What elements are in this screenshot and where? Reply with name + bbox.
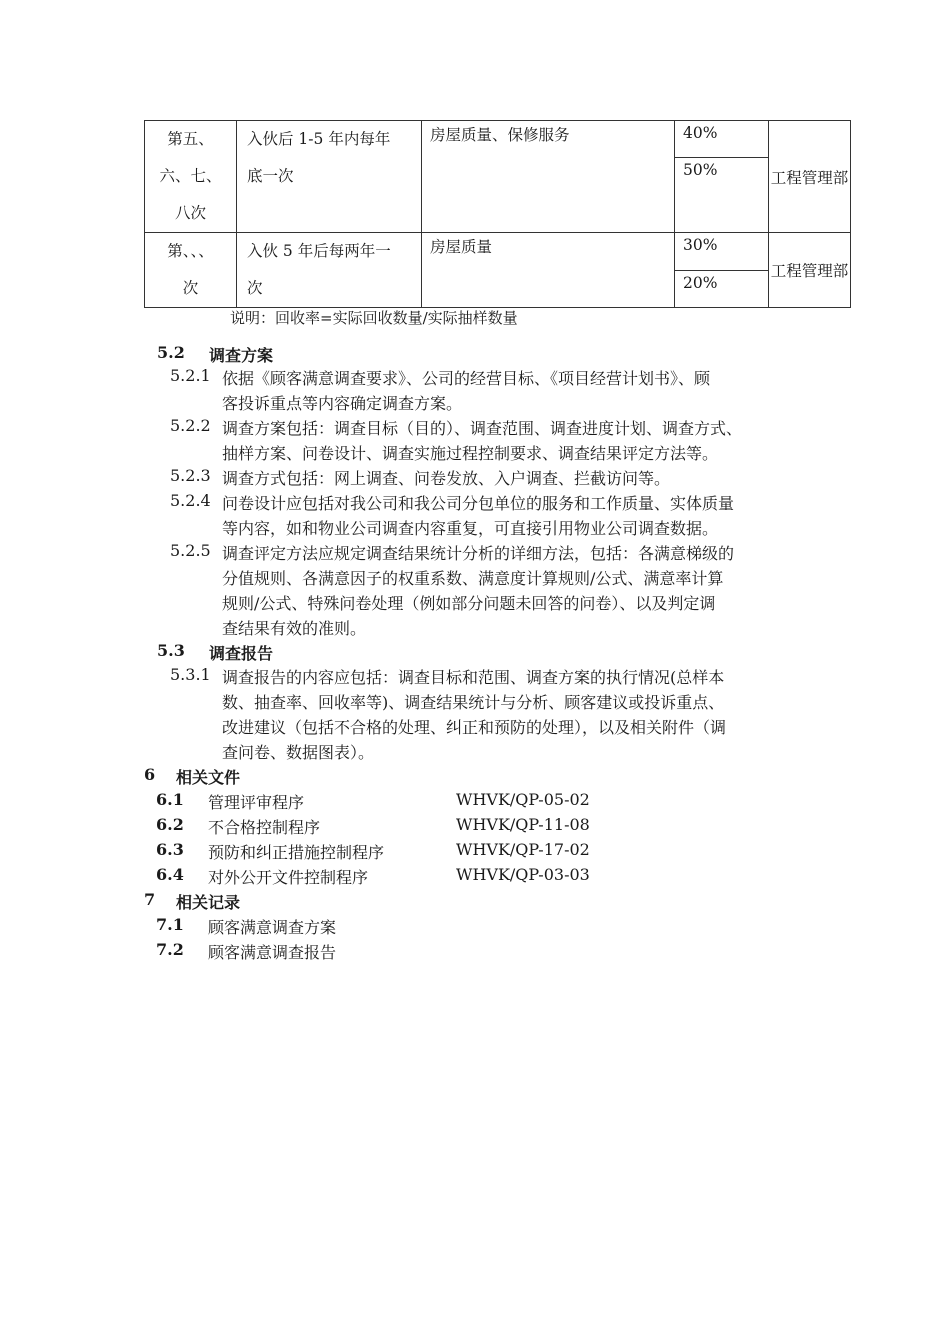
department-cell: 工程管理部: [769, 233, 851, 308]
record-name[interactable]: 顾客满意调查报告: [208, 943, 337, 962]
document-code: WHVK/QP-17-02: [456, 840, 590, 859]
text-line: 抽样方案、问卷设计、调查实施过程控制要求、调查结果评定方法等。: [222, 444, 719, 463]
clause-number: 5.2.1: [170, 366, 211, 385]
clause-number: 5.2.2: [170, 416, 211, 435]
table-row: [145, 121, 851, 158]
text-line: 改进建议（包括不合格的处理、纠正和预防的处理），以及相关附件（调: [222, 718, 727, 737]
item-number: 7.1: [156, 915, 184, 934]
table-row: [145, 233, 851, 271]
section-number: 6: [144, 765, 156, 784]
document-code: WHVK/QP-11-08: [456, 815, 590, 834]
text-line: 分值规则、各满意因子的权重系数、满意度计算规则/公式、满意率计算: [222, 569, 724, 588]
rate-cell: 20%: [675, 270, 769, 308]
item-number: 6.2: [156, 815, 184, 834]
section-number: 5.3: [157, 641, 185, 660]
section-title: 相关记录: [176, 893, 241, 912]
cell-line: 六、七、: [159, 167, 222, 185]
text-line: 规则/公式、特殊问卷处理（例如部分问题未回答的问卷）、以及判定调: [222, 594, 716, 613]
survey-times-cell: [145, 121, 237, 233]
section-title: 调查报告: [209, 644, 274, 663]
section-number: 5.2: [157, 343, 185, 362]
table-note: 说明：回收率=实际回收数量/实际抽样数量: [230, 309, 518, 327]
clause-text: [222, 366, 842, 416]
text-line: 查问卷、数据图表）。: [222, 743, 375, 762]
cell-line: 次: [182, 279, 199, 297]
record-name[interactable]: 顾客满意调查方案: [208, 918, 337, 937]
cell-line: 八次: [174, 204, 206, 222]
text-line: 问卷设计应包括对我公司和我公司分包单位的服务和工作质量、实体质量: [222, 494, 735, 513]
text-line: 调查方案包括：调查目标（目的）、调查范围、调查进度计划、调查方式、: [222, 419, 743, 438]
survey-times-cell: [145, 233, 237, 308]
section-number: 7: [144, 890, 156, 909]
cell-line: 第五、: [167, 130, 214, 148]
clause-number: 5.2.5: [170, 541, 211, 560]
text-line: 调查方式包括：网上调查、问卷发放、入户调查、拦截访问等。: [222, 469, 671, 488]
document-code: WHVK/QP-05-02: [456, 790, 590, 809]
cell-line: 次: [247, 279, 263, 297]
text-line: 依据《顾客满意调查要求》、公司的经营目标、《项目经营计划书》、顾: [222, 369, 711, 388]
section-title: 相关文件: [176, 768, 241, 787]
department-cell: 工程管理部: [769, 121, 851, 233]
item-number: 7.2: [156, 940, 184, 959]
survey-content-cell: 房屋质量: [422, 233, 675, 308]
clause-text: [222, 466, 842, 491]
text-line: 客投诉重点等内容确定调查方案。: [222, 394, 463, 413]
cell-line: 入伙 5 年后每两年一: [247, 242, 391, 260]
text-line: 调查报告的内容应包括：调查目标和范围、调查方案的执行情况(总样本: [222, 668, 725, 687]
clause-number: 5.3.1: [170, 665, 211, 684]
clause-text: [222, 491, 842, 541]
clause-text: [222, 416, 842, 466]
clause-number: 5.2.4: [170, 491, 211, 510]
text-line: 查结果有效的准则。: [222, 619, 367, 638]
text-line: 等内容，如和物业公司调查内容重复，可直接引用物业公司调查数据。: [222, 519, 719, 538]
cell-line: 第、、、: [167, 242, 214, 260]
rate-cell: 30%: [675, 233, 769, 271]
survey-content-cell: 房屋质量、保修服务: [422, 121, 675, 233]
survey-frequency-cell: [237, 121, 422, 233]
document-code: WHVK/QP-03-03: [456, 865, 590, 884]
clause-number: 5.2.3: [170, 466, 211, 485]
cell-line: 底一次: [247, 167, 294, 185]
cell-line: 入伙后 1-5 年内每年: [247, 130, 391, 148]
document-name[interactable]: 对外公开文件控制程序: [208, 868, 369, 887]
clause-text: [222, 665, 842, 765]
item-number: 6.1: [156, 790, 184, 809]
item-number: 6.4: [156, 865, 184, 884]
survey-frequency-cell: [237, 233, 422, 308]
rate-cell: 50%: [675, 157, 769, 232]
rate-cell: 40%: [675, 121, 769, 158]
document-name[interactable]: 不合格控制程序: [208, 818, 321, 837]
item-number: 6.3: [156, 840, 184, 859]
section-title: 调查方案: [209, 346, 274, 365]
clause-text: [222, 541, 842, 641]
text-line: 调查评定方法应规定调查结果统计分析的详细方法，包括：各满意梯级的: [222, 544, 735, 563]
document-name[interactable]: 管理评审程序: [208, 793, 305, 812]
survey-schedule-table: [144, 120, 851, 308]
document-name[interactable]: 预防和纠正措施控制程序: [208, 843, 385, 862]
text-line: 数、抽查率、回收率等)、调查结果统计与分析、顾客建议或投诉重点、: [222, 693, 725, 712]
